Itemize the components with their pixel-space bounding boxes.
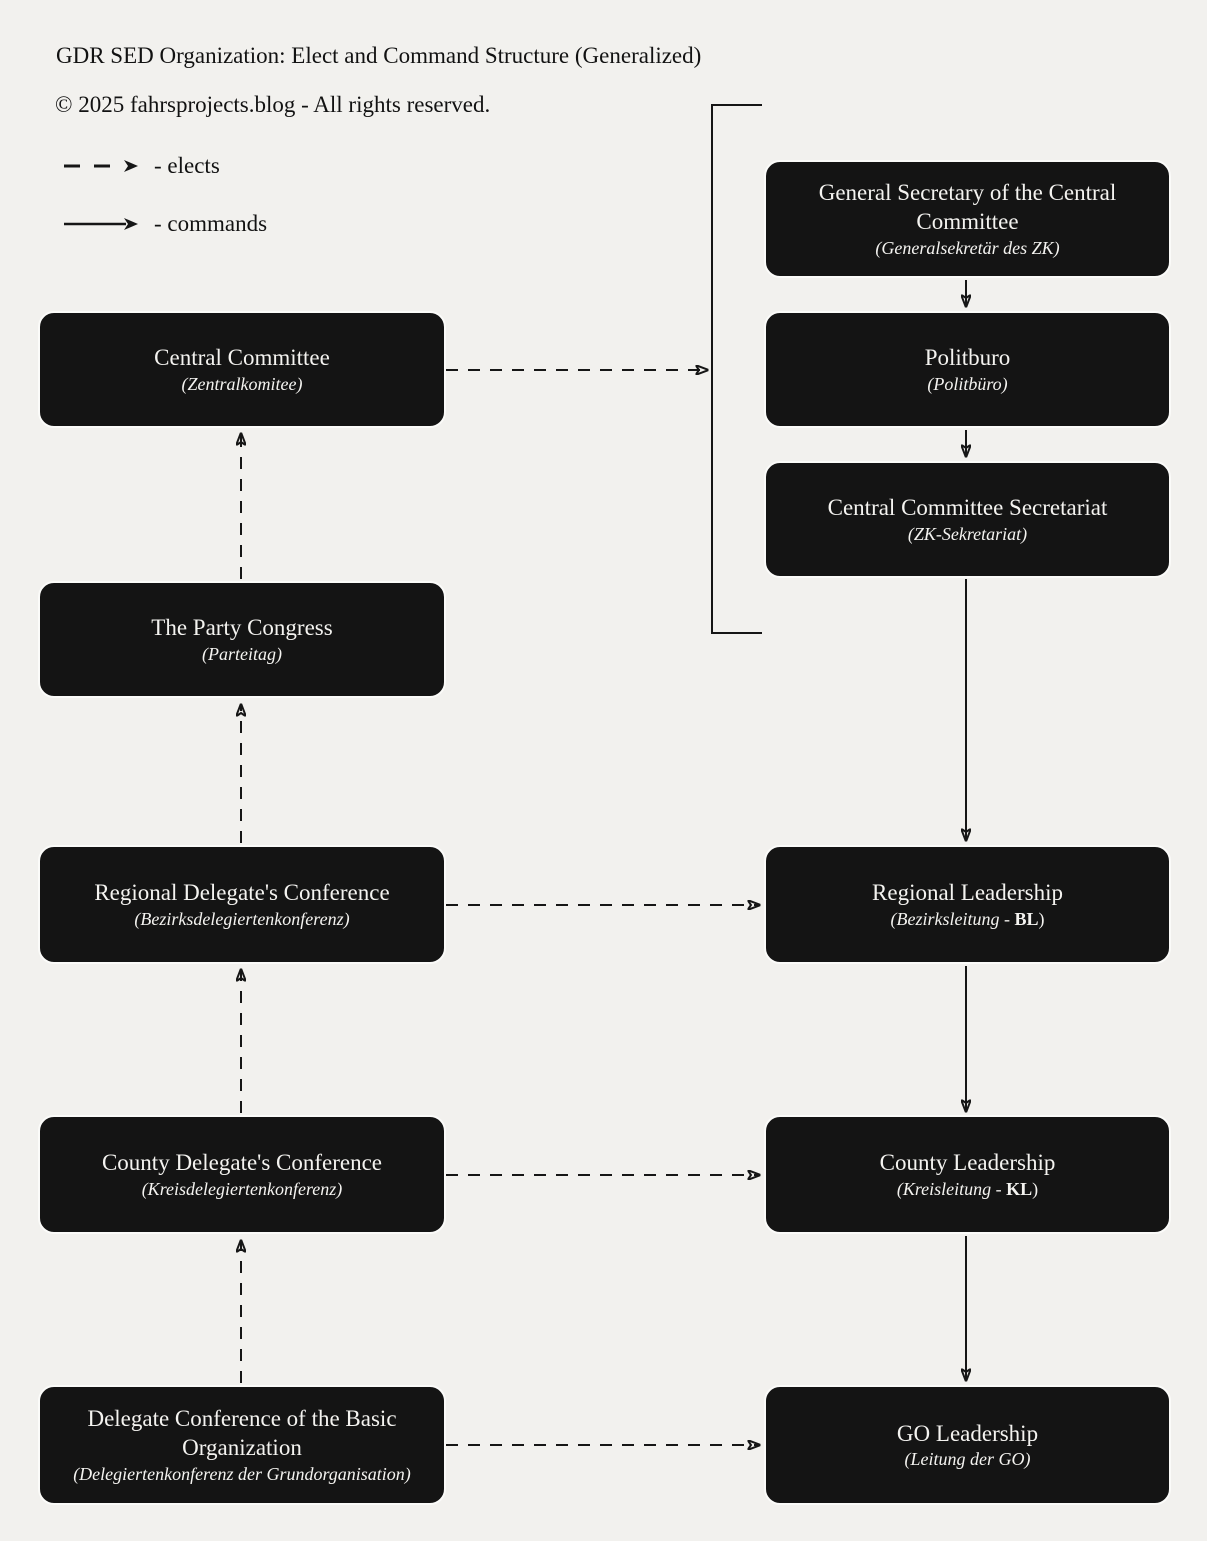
node-title: Delegate Conference of the Basic Organization — [87, 1405, 397, 1461]
node-title: County Leadership — [879, 1150, 1056, 1176]
node-title: Regional Leadership — [872, 880, 1063, 906]
node-title: General Secretary of the Central Committee — [818, 179, 1117, 235]
node-party-congress — [38, 581, 446, 698]
node-go-leadership — [764, 1385, 1171, 1505]
node-subtitle: (Generalsekretär des ZK) — [875, 237, 1060, 258]
legend-elects — [62, 153, 220, 179]
diagram-title: GDR SED Organization: Elect and Command Structure (Generalized) — [56, 43, 702, 68]
node-title: Central Committee — [154, 345, 330, 371]
node-subtitle: (Bezirksleitung - BL) — [890, 908, 1045, 929]
node-subtitle: (Politbüro) — [927, 373, 1008, 394]
legend-elects-label: - elects — [154, 153, 220, 178]
node-title: Central Committee Secretariat — [827, 495, 1108, 521]
solid-arrow-icon — [62, 216, 140, 232]
node-basic-org-delegate-conference — [38, 1385, 446, 1505]
node-subtitle: (Parteitag) — [202, 643, 282, 664]
node-title: The Party Congress — [151, 615, 333, 641]
node-general-secretary — [764, 160, 1171, 278]
copyright-notice: © 2025 fahrsprojects.blog - All rights reserved. — [55, 92, 491, 117]
node-subtitle: (Delegiertenkonferenz der Grundorganisation) — [73, 1463, 411, 1484]
node-county-delegates-conference — [38, 1115, 446, 1234]
node-county-leadership — [764, 1115, 1171, 1234]
node-zk-secretariat — [764, 461, 1171, 578]
dashed-arrow-icon — [62, 158, 140, 174]
legend-commands-label: - commands — [154, 211, 268, 236]
node-subtitle: (Leitung der GO) — [904, 1449, 1031, 1470]
node-title: Regional Delegate's Conference — [94, 880, 390, 906]
node-title: County Delegate's Conference — [101, 1150, 383, 1176]
bracket-command-group — [712, 105, 762, 633]
node-subtitle: (Bezirksdelegiertenkonferenz) — [134, 908, 350, 929]
node-regional-leadership — [764, 845, 1171, 964]
node-subtitle: (Kreisdelegiertenkonferenz) — [141, 1178, 343, 1199]
node-subtitle: (Zentralkomitee) — [181, 373, 303, 394]
node-title: GO Leadership — [896, 1420, 1039, 1446]
node-regional-delegates-conference — [38, 845, 446, 964]
node-title: Politburo — [924, 345, 1011, 371]
node-central-committee — [38, 311, 446, 428]
node-politburo — [764, 311, 1171, 428]
legend-commands — [62, 211, 267, 237]
node-subtitle: (Kreisleitung - KL) — [896, 1178, 1039, 1199]
node-subtitle: (ZK-Sekretariat) — [907, 523, 1028, 544]
